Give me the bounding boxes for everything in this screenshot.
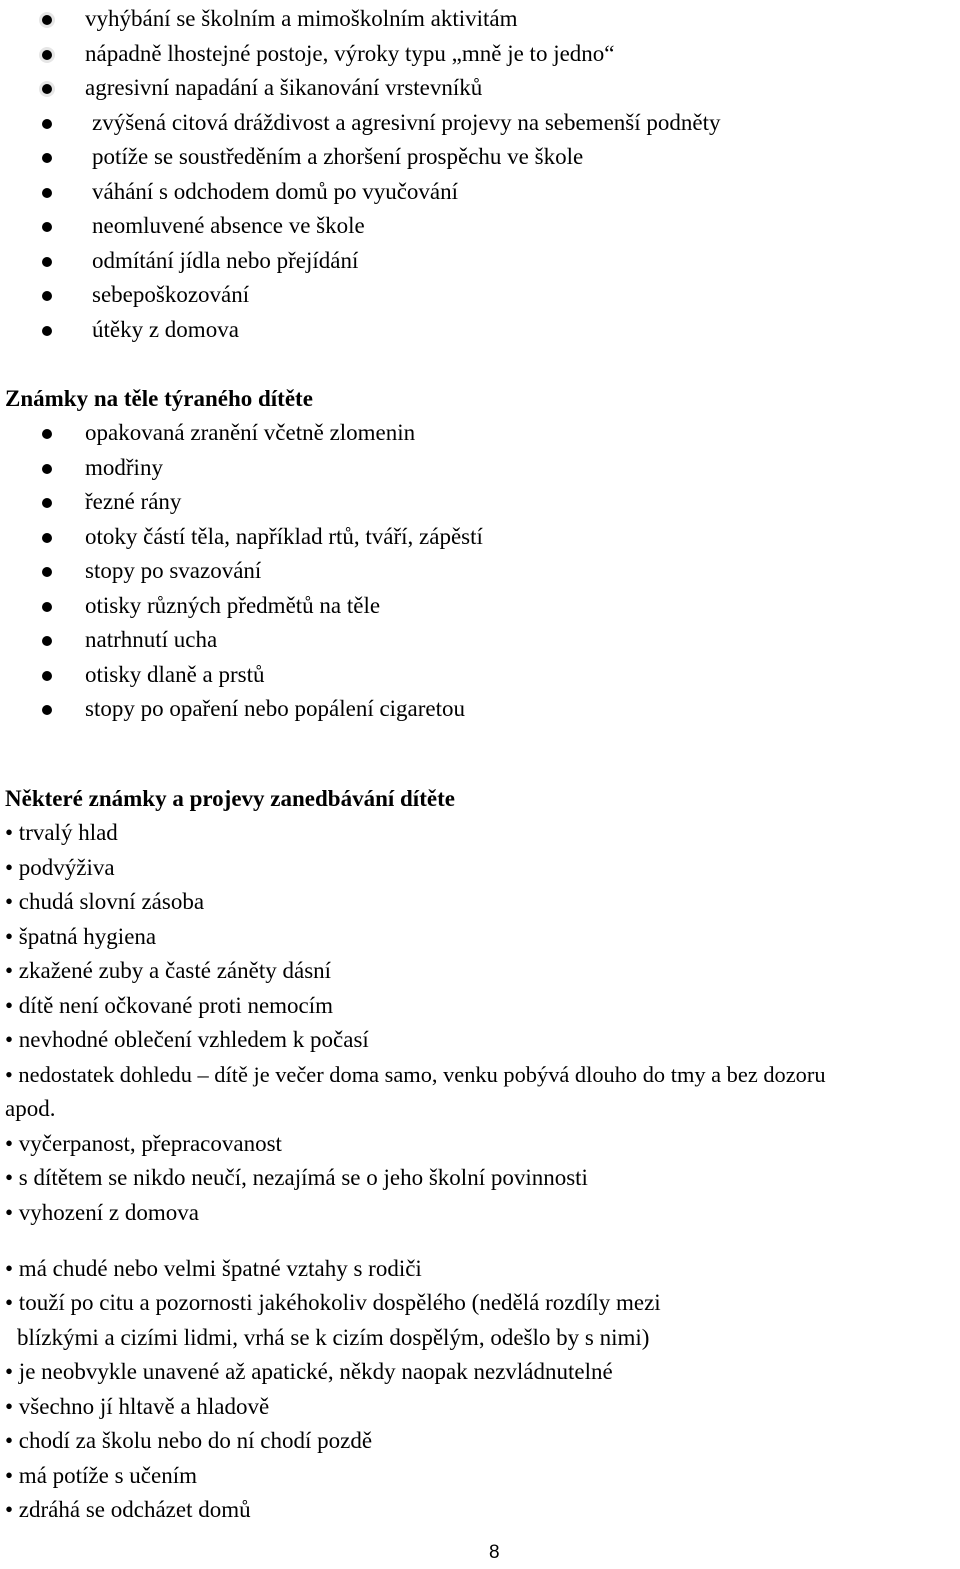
list-item: potíže se soustředěním a zhoršení prospěchu ve škole [92,144,584,169]
bullet-icon [42,671,52,681]
page-number: 8 [489,1542,500,1563]
list-item: řezné rány [85,489,182,514]
list-item: • podvýživa [5,855,115,880]
list-item: • nedostatek dohledu – dítě je večer doma samo, venku pobývá dlouho do tmy a bez dozoru [5,1062,826,1087]
list-item-continuation: apod. [5,1096,56,1121]
bullet-icon [42,222,52,232]
bullet-icon [42,291,52,301]
list-item: opakovaná zranění včetně zlomenin [85,420,416,445]
bullet-icon [42,464,52,474]
list-item: • má chudé nebo velmi špatné vztahy s rodiči [5,1256,422,1281]
list-item: • vyhození z domova [5,1200,199,1225]
list-item: • chudá slovní zásoba [5,889,205,914]
bullet-icon [42,153,52,163]
list-item: • trvalý hlad [5,820,118,845]
list-item: otoky částí těla, například rtů, tváří, zápěstí [85,524,483,549]
bullet-icon [42,602,52,612]
list-item: • chodí za školu nebo do ní chodí pozdě [5,1428,373,1453]
list-item: • zdráhá se odcházet domů [5,1497,251,1522]
list-item: útěky z domova [92,317,239,342]
bullet-icon [42,429,52,439]
list-item: modřiny [85,455,163,480]
list-item: agresivní napadání a šikanování vrstevníků [85,75,483,100]
list-item: natrhnutí ucha [85,627,218,652]
list-item: zvýšená citová dráždivost a agresivní projevy na sebemenší podněty [92,110,721,135]
list-item: odmítání jídla nebo přejídání [92,248,359,273]
section-heading-neglect-signs: Některé známky a projevy zanedbávání dítěte [5,786,455,811]
bullet-icon [42,188,52,198]
section-heading-abuse-signs: Známky na těle týraného dítěte [5,386,313,411]
list-item: • dítě není očkované proti nemocím [5,993,334,1018]
list-item: vyhýbání se školním a mimoškolním aktivitám [85,6,518,31]
list-item-continuation: blízkými a cizími lidmi, vrhá se k cizím dospělým, odešlo by s nimi) [17,1325,650,1350]
list-item: • nevhodné oblečení vzhledem k počasí [5,1027,369,1052]
bullet-icon [42,119,52,129]
bullet-icon [42,533,52,543]
list-item: • má potíže s učením [5,1463,197,1488]
bullet-icon [42,705,52,715]
bullet-icon [42,636,52,646]
list-item: otisky dlaně a prstů [85,662,265,687]
list-item: stopy po svazování [85,558,262,583]
bullet-icon [42,326,52,336]
list-item: • zkažené zuby a časté záněty dásní [5,958,332,983]
bullet-icon [42,567,52,577]
list-item: • je neobvykle unavené až apatické, někdy naopak nezvládnutelné [5,1359,613,1384]
list-item: nápadně lhostejné postoje, výroky typu „mně je to jedno“ [85,41,615,66]
bullet-icon [42,498,52,508]
list-item: otisky různých předmětů na těle [85,593,381,618]
list-item: váhání s odchodem domů po vyučování [92,179,459,204]
bullet-icon [42,257,52,267]
list-item: • všechno jí hltavě a hladově [5,1394,270,1419]
list-item: • špatná hygiena [5,924,157,949]
list-item: • vyčerpanost, přepracovanost [5,1131,282,1156]
list-item: neomluvené absence ve škole [92,213,365,238]
bullet-icon [42,84,52,94]
list-item: • touží po citu a pozornosti jakéhokoliv dospělého (nedělá rozdíly mezi [5,1290,661,1315]
list-item: sebepoškozování [92,282,250,307]
bullet-icon [42,50,52,60]
bullet-icon [42,15,52,25]
list-item: • s dítětem se nikdo neučí, nezajímá se o jeho školní povinnosti [5,1165,588,1190]
list-item: stopy po opaření nebo popálení cigaretou [85,696,466,721]
